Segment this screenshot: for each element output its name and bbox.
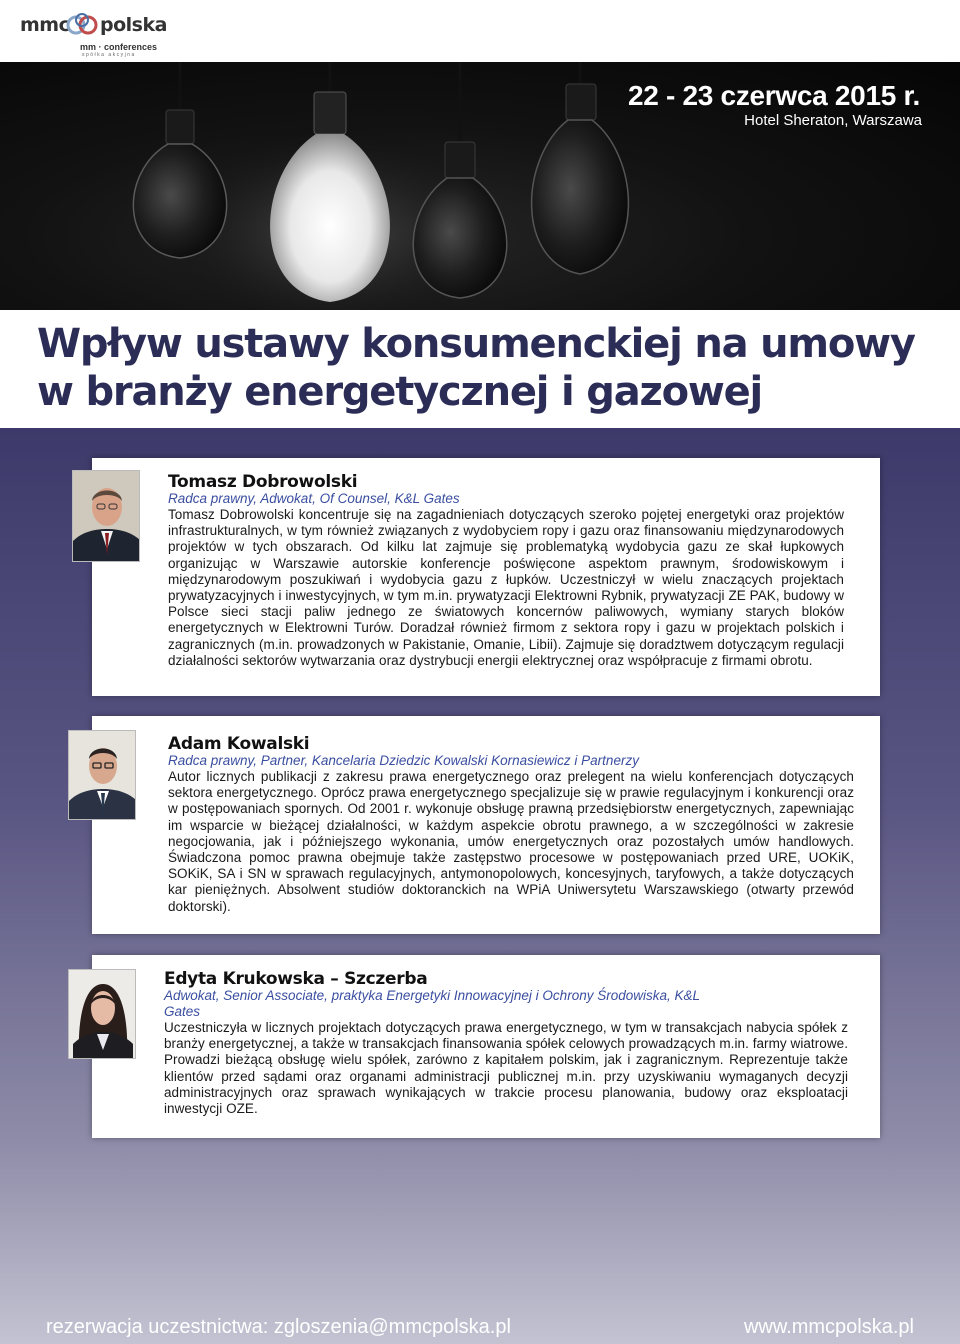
main-title-line-2: w branży energetycznej i gazowej bbox=[37, 369, 763, 415]
speaker-card-2 bbox=[92, 716, 880, 934]
footer-registration-email[interactable]: rezerwacja uczestnictwa: zgloszenia@mmcpolska.pl bbox=[46, 1316, 511, 1338]
speaker-photo-3 bbox=[68, 969, 136, 1059]
speaker-card-1 bbox=[92, 458, 880, 696]
header-strip bbox=[0, 0, 960, 62]
portrait-woman-icon bbox=[69, 970, 136, 1059]
event-venue: Hotel Sheraton, Warszawa bbox=[744, 112, 922, 129]
speaker-bio-1: Tomasz Dobrowolski koncentruje się na zagadnieniach dotyczących szeroko pojętej energetyki oraz projektów infrastrukturalnych, w tym również związanych z wydobyciem ropy i gazu oraz finansowaniu międzynarodowych projektów w tych obszarach. Od kilku lat zajmuje się problematyką wydobycia gazu ze skał łupkowych organizując w Warszawie autorskie konferencje poświęcone aspektom prawnym, środowiskowym i międzynarodowym poszukiwań i wydobycia gazu z łupków. Uczestniczył w wielu znaczących projektach prywatyzacyjnych i inwestycyjnych, w tym m.in. prywatyzacji Elektrowni Rybnik, prywatyzacji ZE PAK, budowy w Polsce sieci stacji paliw jednego ze światowych koncernów paliwowych, wymiany starych bloków energetycznych w Elektrowni Turów. Doradzał również firmom z sektora ropy i gazu w projektach polskich i zagranicznych (m.in. prowadzonych w Pakistanie, Omanie, Libii). Zajmuje się doradztwem dotyczącym regulacji działalności sektorów wytwarzania oraz dystrybucji energii elektrycznej oraz współpracuje z firmami obrotu. bbox=[168, 507, 844, 668]
speaker-name-2: Adam Kowalski bbox=[168, 734, 310, 754]
speaker-bio-2: Autor licznych publikacji z zakresu prawa energetycznego oraz prelegent na wielu konferencjach dotyczących sektora energetycznego. Oprócz prawa energetycznego specjalizuje się w prawie regulacyjnym i konkurencji oraz w postępowaniach spornych. Od 2001 r. wykonuje obsługę prawną przedsiębiorstw energetycznych, zapewniając im wsparcie w bieżącej działalności, w każdym aspekcie obrotu prawnego, a w szczególności w zakresie negocjowania, jak i późniejszego wykonania, umów energetycznych oraz pozostałych umów handlowych. Świadczona pomoc prawna obejmuje także zastępstwo procesowe w postępowaniach przed URE, UOKiK, SOKiK, SA i SN w sprawach regulacyjnych, antymonopolowych, koncesyjnych, taryfowych, a także dotyczących kar pieniężnych. Absolwent studiów doktoranckich na WPiA Uniwersytetu Warszawskiego (otwarty przewód doktorski). bbox=[168, 769, 854, 914]
speaker-bio-3: Uczestniczyła w licznych projektach dotyczących prawa energetycznego, w tym w transakcjach nabycia spółek z branży energetycznej, a także w transakcjach finansowania spółek celowych prowadzących m.in. farmy wiatrowe. Prowadzi bieżącą obsługę wielu spółek, zarówno z kapitałem polskim, jak i zagranicznym. Reprezentuje także klientów przed sądami oraz organami administracji publicznej m.in. przy uzyskiwaniu wymaganych decyzji administracyjnych oraz sprawach wynikających w trakcie procesu planowania, budowy oraz eksploatacji inwestycji OZE. bbox=[164, 1020, 848, 1117]
portrait-man-1-icon bbox=[73, 471, 140, 562]
title-band bbox=[0, 310, 960, 428]
speaker-card-3 bbox=[92, 955, 880, 1138]
portrait-man-2-icon bbox=[69, 731, 136, 820]
speaker-role-1: Radca prawny, Adwokat, Of Counsel, K&L Gates bbox=[168, 491, 460, 506]
speaker-name-1: Tomasz Dobrowolski bbox=[168, 472, 358, 492]
speaker-role-3: Adwokat, Senior Associate, praktyka Energetyki Innowacyjnej i Ochrony Środowiska, K&L Gates bbox=[164, 988, 700, 1019]
main-title-line-1: Wpływ ustawy konsumenckiej na umowy bbox=[37, 321, 915, 367]
logo-subtitle: mm · conferences bbox=[80, 42, 158, 52]
event-date: 22 - 23 czerwca 2015 r. bbox=[628, 80, 920, 111]
speaker-photo-2 bbox=[68, 730, 136, 820]
logo-word-mmc: mmc bbox=[20, 14, 70, 36]
mmc-polska-logo[interactable] bbox=[20, 8, 167, 58]
speaker-photo-1 bbox=[72, 470, 140, 562]
footer-website-link[interactable]: www.mmcpolska.pl bbox=[743, 1316, 914, 1338]
speaker-name-3: Edyta Krukowska – Szczerba bbox=[164, 969, 428, 989]
hero-lightbulbs-photo bbox=[0, 62, 960, 310]
main-title bbox=[37, 320, 937, 416]
logo-word-polska: polska bbox=[100, 14, 167, 36]
logo-rings-icon bbox=[64, 12, 100, 38]
logo-legal-form: spółka akcyjna bbox=[82, 52, 136, 58]
speaker-role-2: Radca prawny, Partner, Kancelaria Dziedzic Kowalski Kornasiewicz i Partnerzy bbox=[168, 753, 639, 768]
